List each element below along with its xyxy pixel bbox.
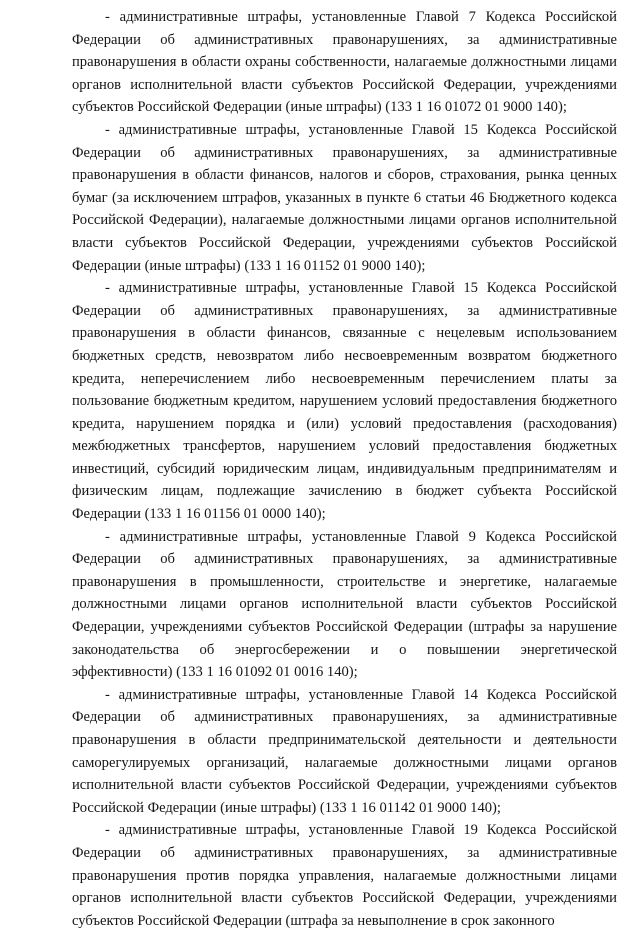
paragraph-fines-chapter-19: - административные штрафы, установленные Главой 19 Кодекса Российской Федерации об административных правонарушениях, за административные правонарушения против порядка управления, налагаемые должностными лицами органов исполнительной власти субъектов Российской Федерации, учреждениями субъектов Российской Федерации (штрафа за невыполнение в срок законного (72, 822, 617, 929)
paragraph-fines-chapter-7: - административные штрафы, установленные Главой 7 Кодекса Российской Федерации об административных правонарушениях, за административные правонарушения в области охраны собственности, налагаемые должностными лицами органов исполнительной власти субъектов Российской Федерации, учреждениями субъектов Российской Федерации (иные штрафы) (133 1 16 01072 01 9000 140); (72, 9, 617, 116)
paragraph-fines-chapter-14: - административные штрафы, установленные Главой 14 Кодекса Российской Федерации об административных правонарушениях, за административные правонарушения в области предпринимательской деятельности и деятельности саморегулируемых организаций, налагаемые должностными лицами органов исполнительной власти субъектов Российской Федерации, учреждениями субъектов Российской Федерации (иные штрафы) (133 1 16 01142 01 9000 140); (72, 686, 617, 816)
paragraph-fines-chapter-9: - административные штрафы, установленные Главой 9 Кодекса Российской Федерации об административных правонарушениях, за административные правонарушения в промышленности, строительстве и энергетике, налагаемые должностными лицами органов исполнительной власти субъектов Российской Федерации, учреждениями субъектов Российской Федерации (штрафы за нарушение законодательства об энергосбережении и о повышении энергетической эффективности) (133 1 16 01092 01 0016 140); (72, 528, 617, 681)
document-page (72, 6, 617, 932)
paragraph-fines-chapter-15-finance: - административные штрафы, установленные Главой 15 Кодекса Российской Федерации об административных правонарушениях, за административные правонарушения в области финансов, налогов и сборов, страхования, рынка ценных бумаг (за исключением штрафов, указанных в пункте 6 статьи 46 Бюджетного кодекса Российской Федерации), налагаемые должностными лицами органов исполнительной власти субъектов Российской Федерации, учреждениями субъектов Российской Федерации (иные штрафы) (133 1 16 01152 01 9000 140); (72, 121, 617, 274)
paragraph-fines-chapter-15-budget: - административные штрафы, установленные Главой 15 Кодекса Российской Федерации об административных правонарушениях, за административные правонарушения в области финансов, связанные с нецелевым использованием бюджетных средств, невозвратом либо несвоевременным возвратом бюджетного кредита, неперечислением либо несвоевременным перечислением платы за пользование бюджетным кредитом, нарушением условий предоставления бюджетного кредита, нарушением порядка и (или) условий предоставления (расходования) межбюджетных трансфертов, нарушением условий предоставления бюджетных инвестиций, субсидий юридическим лицам, индивидуальным предпринимателям и физическим лицам, подлежащие зачислению в бюджет субъекта Российской Федерации (133 1 16 01156 01 0000 140); (72, 280, 617, 523)
